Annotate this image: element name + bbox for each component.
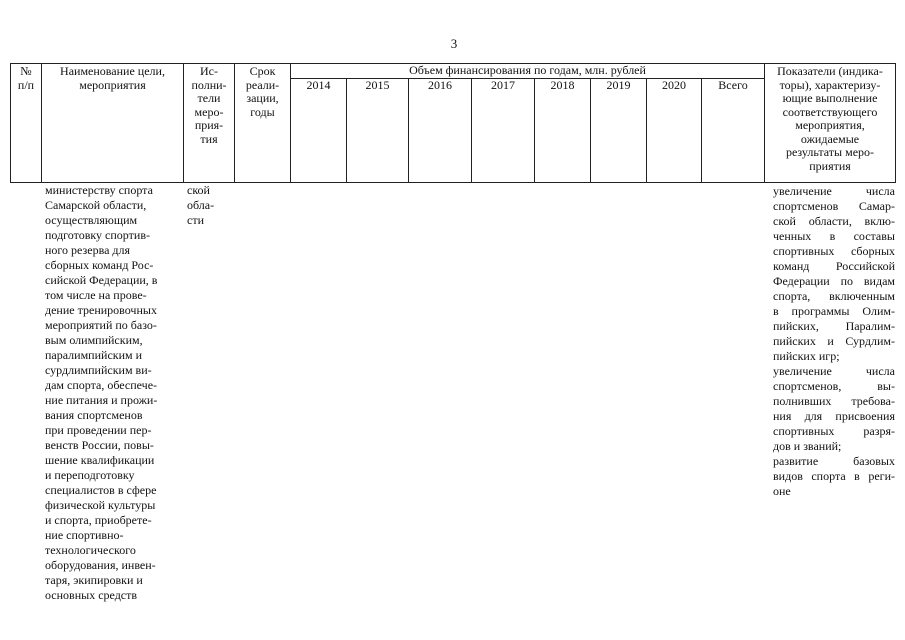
text-line: ние питания и прожи- bbox=[45, 393, 158, 407]
header-number-label: № п/п bbox=[17, 64, 35, 92]
header-cell-indicators bbox=[764, 63, 896, 183]
year-label: 2017 bbox=[491, 78, 515, 92]
row-name-text bbox=[45, 183, 180, 603]
text-line: сборных команд Рос- bbox=[45, 258, 154, 272]
year-label: 2016 bbox=[428, 78, 452, 92]
header-cell-term bbox=[234, 63, 291, 183]
text-line: физической культуры bbox=[45, 498, 156, 512]
header-term-label: Срок реали- зации, годы bbox=[245, 64, 280, 119]
header-cell-executors bbox=[183, 63, 235, 183]
year-label: 2018 bbox=[550, 78, 575, 92]
row-executor-text bbox=[187, 183, 227, 228]
text-line: ние спортивно- bbox=[45, 528, 124, 542]
indicator-line: в программы Олим- bbox=[773, 304, 895, 318]
text-line: осуществляющим bbox=[45, 213, 138, 227]
text-line: сийской Федерации, в bbox=[45, 273, 158, 287]
indicator-line: спортивных сборных bbox=[773, 244, 895, 258]
indicator-line: спорта, включенным bbox=[773, 289, 895, 303]
indicator-line: полнивших требова- bbox=[773, 394, 895, 408]
text-line: дам спорта, обеспече- bbox=[45, 378, 158, 392]
text-line: венств России, повы- bbox=[45, 438, 154, 452]
text-line: технологического bbox=[45, 543, 136, 557]
year-label: 2015 bbox=[365, 78, 390, 92]
page-number: 3 bbox=[450, 36, 458, 51]
text-line: при проведении пер- bbox=[45, 423, 152, 437]
indicator-line: дов и званий; bbox=[773, 439, 842, 453]
text-line: подготовку спортив- bbox=[45, 228, 150, 242]
indicator-line: развитие базовых bbox=[773, 454, 895, 468]
indicator-line: пийских и Сурдлим- bbox=[773, 334, 895, 348]
text-line: сти bbox=[187, 213, 204, 227]
indicator-line: увеличение числа bbox=[773, 184, 895, 198]
header-executors-label: Ис- полни- тели меро- прия- тия bbox=[191, 64, 227, 146]
header-funding-title: Объем финансирования по годам, млн. рублей bbox=[409, 63, 646, 77]
year-label: 2014 bbox=[306, 78, 331, 92]
text-line: том числе на прове- bbox=[45, 288, 147, 302]
indicator-line: пийских игр; bbox=[773, 349, 840, 363]
header-cell-number bbox=[10, 63, 42, 183]
year-cell-2015 bbox=[346, 78, 409, 183]
indicator-line: ния для присвоения bbox=[773, 409, 895, 423]
indicator-line: Федерации по видам bbox=[773, 274, 895, 288]
text-line: шение квалификации bbox=[45, 453, 155, 467]
text-line: дение тренировочных bbox=[45, 303, 157, 317]
year-label: 2020 bbox=[662, 78, 686, 92]
text-line: вания спортсменов bbox=[45, 408, 143, 422]
indicator-line: спортсменов Самар- bbox=[773, 199, 895, 213]
text-line: оборудования, инвен- bbox=[45, 558, 156, 572]
text-line: ного резерва для bbox=[45, 243, 131, 257]
header-cell-funding bbox=[290, 63, 765, 79]
year-label: 2019 bbox=[606, 78, 631, 92]
year-cell-2014 bbox=[290, 78, 347, 183]
header-name-label: Наименование цели, мероприятия bbox=[60, 64, 165, 92]
text-line: таря, экипировки и bbox=[45, 573, 143, 587]
text-line: сурдлимпийским ви- bbox=[45, 363, 152, 377]
year-cell-2019 bbox=[590, 78, 647, 183]
header-cell-name bbox=[41, 63, 184, 183]
text-line: обла- bbox=[187, 198, 215, 212]
text-line: паралимпийским и bbox=[45, 348, 143, 362]
indicator-line: видов спорта в реги- bbox=[773, 469, 895, 483]
indicator-line: увеличение числа bbox=[773, 364, 895, 378]
text-line: ской bbox=[187, 183, 210, 197]
header-indicators-label: Показатели (индика- торы), характеризу- ющие выполнение соответствующего мероприятия, ожидаемые результаты меро- приятия bbox=[777, 64, 883, 173]
indicator-line: спортивных разря- bbox=[773, 424, 895, 438]
text-line: Самарской области, bbox=[45, 198, 147, 212]
year-label: Всего bbox=[718, 78, 748, 92]
indicator-line: ченных в составы bbox=[773, 229, 895, 243]
text-line: и спорта, приобрете- bbox=[45, 513, 152, 527]
text-line: вым олимпийским, bbox=[45, 333, 143, 347]
indicator-line: оне bbox=[773, 484, 791, 498]
row-indicators-text bbox=[773, 184, 895, 499]
indicator-line: команд Российской bbox=[773, 259, 895, 273]
year-cell-total bbox=[701, 78, 765, 183]
year-cell-2020 bbox=[646, 78, 702, 183]
indicator-line: спортсменов, вы- bbox=[773, 379, 895, 393]
text-line: и переподготовку bbox=[45, 468, 135, 482]
year-cell-2016 bbox=[408, 78, 472, 183]
text-line: министерству спорта bbox=[45, 183, 153, 197]
year-cell-2018 bbox=[534, 78, 591, 183]
text-line: специалистов в сфере bbox=[45, 483, 157, 497]
text-line: мероприятий по базо- bbox=[45, 318, 157, 332]
text-line: основных средств bbox=[45, 588, 138, 602]
year-cell-2017 bbox=[471, 78, 535, 183]
indicator-line: пийских, Паралим- bbox=[773, 319, 895, 333]
indicator-line: ской области, вклю- bbox=[773, 214, 895, 228]
